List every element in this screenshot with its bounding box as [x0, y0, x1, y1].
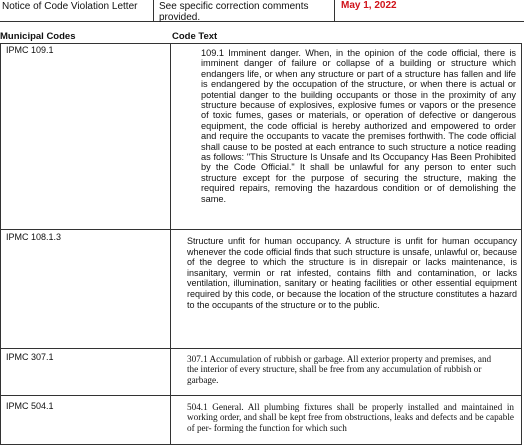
code-id-307-1: IPMC 307.1 [6, 352, 54, 362]
top-cell-document [0, 0, 154, 22]
header-municipal-codes: Municipal Codes [0, 31, 76, 42]
previous-table-row [0, 0, 524, 22]
code-id-109-1: IPMC 109.1 [6, 45, 54, 55]
row-code-cell [0, 43, 171, 230]
row-text-cell [170, 395, 522, 445]
header-code-text: Code Text [172, 31, 218, 42]
row-code-cell [0, 395, 171, 445]
top-cell-date [334, 0, 524, 22]
row-code-cell [0, 229, 171, 349]
row-text-cell [170, 348, 522, 396]
top-cell-correction [153, 0, 335, 22]
code-text-504-1: 504.1 General. All plumbing fixtures shall be properly installed and maintained in working order, and shall be kept free from obstructions, leaks and defects and be capable of per- forming the function for which such [187, 402, 514, 433]
deadline-date-text: May 1, 2022 [341, 0, 397, 11]
code-text-109-1: 109.1 Imminent danger. When, in the opinion of the code official, there is imminent danger of failure or collapse of a building or structure which endangers life, or when any structure or part of a structure has fallen and life is endangered by the occupation of the structure, or when there is actual or potential danger to the building occupants or those in the proximity of any structure because of explosives, explosive fumes or vapors or the presence of toxic fumes, gases or materials, or operation of defective or dangerous equipment, the code official is hereby authorized and empowered to order and require the occupants to vacate the premises forthwith. The code official shall cause to be posted at each entrance to such structure a notice reading as follows: "This Structure Is Unsafe and Its Occupancy Has Been Prohibited by the Code Official." It shall be unlawful for any person to enter such structure except for the purpose of securing the structure, making the required repairs, removing the hazardous condition or of demolishing the same. [201, 48, 516, 204]
code-id-108-1-3: IPMC 108.1.3 [6, 232, 62, 242]
document-type-text: Notice of Code Violation Letter [2, 1, 138, 12]
code-text-108-1-3: Structure unfit for human occupancy. A structure is unfit for human occupancy whenever the code official finds that such structure is unsafe, unlawful or, because of the degree to which the structure is in disrepair or lacks maintenance, is insanitary, vermin or rat infested, contains filth and contamination, or lacks ventilation, illumination, sanitary or heating facilities or other essential equipment required by this code, or because the location of the structure constitutes a hazard to the occupants of the structure or to the public. [187, 236, 517, 310]
row-text-cell [170, 43, 522, 230]
code-id-504-1: IPMC 504.1 [6, 401, 54, 411]
row-code-cell [0, 348, 171, 396]
row-text-cell [170, 229, 522, 349]
correction-note-text: See specific correction comments provided. [159, 1, 309, 23]
code-text-307-1: 307.1 Accumulation of rubbish or garbage. All exterior property and premises, and the interior of every structure, shall be free from any accumulation of rubbish or garbage. [187, 354, 492, 385]
